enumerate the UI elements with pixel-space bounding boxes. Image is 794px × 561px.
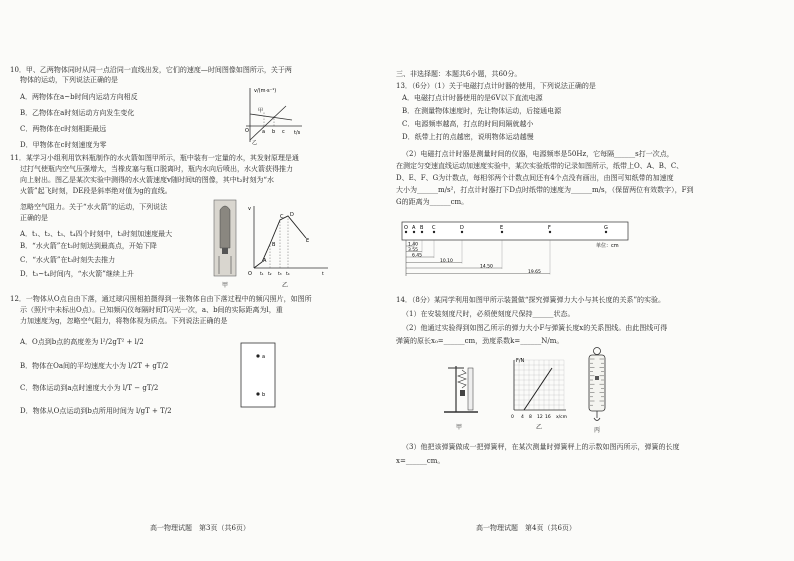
q12-label-a: a [262,354,266,360]
q12-label-b: b [262,392,266,398]
left-page [0,0,390,561]
q11-fig-yi-caption: 乙 [282,282,289,289]
q10-stem-line1: 10．甲、乙两物体同时从同一点沿同一直线出发，它们的速度—时间图像如图所示，关于两 [10,66,292,74]
fx-tick-12: 12 [537,415,543,420]
tape-dim-label: 14.50 [480,264,493,270]
rubber-stopper-icon [222,248,228,254]
tape-label-B: B [420,225,424,231]
tape-dot-G [605,231,607,233]
tape-label-A: A [412,225,416,231]
q12-strobe-photo [240,342,276,408]
q11-fig-jia-caption: 甲 [222,282,229,289]
q13-p2-line4: 大小为______m/s²，打点计时器打下D点时纸带的速度为______m/s，（保留两位有效数字），F到 [396,186,694,194]
q12-option-a: A．O点到b点的高度差为 l²/2gT² + l/2 [20,338,144,346]
q11-line5: 忽略空气阻力。关于“水火箭”的运动，下列说法 [20,203,168,211]
q11-pt-d: D [290,212,294,218]
tape-dim-label: 6.45 [412,253,423,259]
tape-dot-C [433,231,435,233]
q11-option-d: D．t₃~t₄时间内，“水火箭”继续上升 [20,270,134,278]
tape-dim-label: 1.40 [408,242,419,248]
q14-line1: （1）在安装刻度尺时，必须使刻度尺保持______状态。 [402,310,575,318]
q11-tick-t3: t₃ [278,272,282,276]
q11-line6: 正确的是 [20,214,48,222]
q10-origin: O [245,128,249,134]
tape-dim-label: 10.10 [440,258,453,264]
q11-tick-t1: t₁ [260,272,264,276]
tape-dim-label: 3.55 [408,247,419,253]
q10-ylabel: v/(m·s⁻¹) [254,88,277,94]
tape-dot-B [421,231,423,233]
fx-xlabel: x/cm [556,415,568,420]
fx-tick-8: 8 [529,415,532,420]
tape-label-C: C [432,225,436,231]
tape-dot-O [405,231,407,233]
q10-vt-graph [236,84,306,146]
q10-label-jia: 甲 [258,108,264,114]
q13-option-b: B．在测量物体速度时，先让物体运动，后接通电源 [402,107,562,115]
q12-option-b: B．物体在Oa间的平均速度大小为 l/2T + gT/2 [20,362,169,370]
q14-line2: （2）他通过实验得到如图乙所示的弹力大小F与弹簧长度x的关系图线。由此图线可得 [402,324,668,332]
q12-ball-a [256,354,259,357]
fx-tick-0: 0 [511,415,514,420]
q13-p2-line3: D、E、F、G为计数点，每相邻两个计数点间还有4个点没有画出，由图可知纸带的加速度 [396,174,674,182]
q11-vt-graph [246,202,330,276]
right-page-footer: 高一物理试题 第4页（共6页） [476,524,576,532]
q11-tick-t2: t₂ [268,272,272,276]
q10-tick-c: c [282,129,285,135]
q10-xlabel: t/s [294,130,301,136]
scale-hook-icon [594,418,600,421]
tape-dot-D [461,231,463,233]
q14-caption-bing: 丙 [594,427,601,434]
ruler-icon [468,368,473,410]
q14-line3: 弹簧的原长x₀=______cm，劲度系数k=______N/m。 [396,337,564,345]
q11-origin: O [248,271,252,276]
q10-option-c: C．两物体在c时刻相距最远 [20,125,107,133]
q10-label-yi: 乙 [252,140,258,146]
q12-option-c: C．物体运动到a点时速度大小为 l/T − gT/2 [20,384,159,392]
tape-strip [402,222,628,240]
q11-line2: 过打气使瓶内空气压强增大，当橡皮塞与瓶口脱离时，瓶内水向后喷出，水火箭获得推力 [20,165,293,173]
tape-dot-E [501,231,503,233]
q11-pt-c: C [280,214,284,220]
q11-option-c: C．“水火箭”在t₃时刻失去推力 [20,256,116,264]
q10-tick-a: a [262,129,266,135]
q14-head: 14．（8分）某同学利用如图甲所示装置做“探究弹簧弹力大小与其长度的关系”的实验。 [396,296,666,304]
q11-option-b: B．“水火箭”在t₂时刻达到最高点，开始下降 [20,242,157,250]
q10-stem-line2: 物体的运动，下列说法正确的是 [20,76,118,84]
q13-head: 13．（6分）（1）关于电磁打点计时器的使用，下列说法正确的是 [396,82,596,90]
q12-line2: 示（照片中未标出O点）。已知频闪仪每隔时间T闪光一次，a、b间的实际距离为l，重 [20,306,283,314]
left-page-footer: 高一物理试题 第3页（共6页） [150,524,250,532]
right-page [396,0,794,561]
q13-p2-line1: （2）电磁打点计时器是测量时间的仪器，电源频率是50Hz，它每隔______s打一次点， [402,150,674,158]
q12-option-d: D．物体从O点运动到b点所用时间为 l/gT + T/2 [20,407,172,415]
tape-dot-A [413,231,415,233]
tape-label-D: D [460,225,464,231]
q11-pt-b: B [272,242,276,248]
q13-p2-line2: 在测定匀变速直线运动加速度实验中，某次实验纸带的记录如图所示，纸带上O、A、B、C、 [396,162,684,170]
q14-caption-yi: 乙 [536,424,543,431]
q11-tick-t4: t₄ [286,272,290,276]
q11-pt-e: E [306,238,310,244]
q11-tick-t: t [322,272,324,276]
q11-line4: 火箭”起飞时刻，DE段是斜率绝对值为g的直线。 [20,187,172,195]
scale-ring-icon [594,348,601,355]
q13-paper-tape [400,214,632,278]
fx-line [524,368,552,410]
fx-tick-16: 16 [545,415,551,420]
tape-label-O: O [404,225,408,231]
weight-icon [460,390,465,396]
q11-option-a: A．t₁、t₂、t₃、t₄四个时刻中，t₃时刻加速度最大 [20,230,173,238]
q10-tick-b: b [272,129,276,135]
q14-p3-line1: （3）他把该弹簧做成一把弹簧秤，在某次测量时弹簧秤上的示数如图丙所示，弹簧的长度 [402,443,680,451]
fx-ylabel: F/N [516,358,525,364]
bottle-icon [220,206,230,248]
q14-fx-graph [504,354,570,420]
q11-water-rocket-figure [210,198,240,280]
q14-spring-scale [582,346,612,424]
tape-label-G: G [604,225,608,231]
q10-line-jia [250,114,292,120]
fx-tick-4: 4 [521,415,524,420]
tape-label-F: F [548,225,551,231]
q14-caption-jia: 甲 [456,424,463,431]
q12-ball-b [256,392,259,395]
section-heading: 三、非选择题：本题共6小题，共60分。 [396,70,522,78]
tape-unit: 单位：cm [596,243,619,249]
q14-p3-line2: x=______cm。 [396,457,445,465]
q10-option-d: D．甲物体在c时刻速度为零 [20,141,107,149]
q13-p2-line5: G的距离为______cm。 [396,198,469,206]
q10-line-yi [250,106,286,140]
q13-option-a: A．电磁打点计时器使用的是6V以下直流电源 [402,94,543,102]
q11-line1: 11．某学习小组利用饮料瓶制作的水火箭如图甲所示，瓶中装有一定量的水，其发射原理是通 [10,154,299,162]
q11-curve [254,216,306,268]
tape-dim-label: 19.65 [528,269,541,275]
q14-fig-stand [436,360,486,422]
q10-option-b: B．乙物体在a时刻运动方向发生变化 [20,109,135,117]
tape-label-E: E [500,225,504,231]
tape-dot-F [549,231,551,233]
q11-line3: 向上射出。图乙是某次实验中测得的水火箭速度v随时间t的图像，其中t₂时刻为“水 [20,176,274,184]
q10-option-a: A．两物体在a~b时间内运动方向相反 [20,93,138,101]
q13-option-d: D．纸带上打的点越密，说明物体运动越慢 [402,133,534,141]
q12-line3: 力加速度为g，忽略空气阻力，将物体视为质点。下列说法正确的是 [20,317,228,325]
q12-line1: 12．一物体从O点自由下落，通过球闪照相拍摄得到一张物体自由下落过程中的频闪照片，如图所 [10,295,312,303]
q11-v-label: v [248,206,251,212]
q13-option-c: C．电源频率越高，打点的时间间隔就越小 [402,120,534,128]
spring-icon [458,370,466,388]
q11-pt-a: A [263,258,267,264]
